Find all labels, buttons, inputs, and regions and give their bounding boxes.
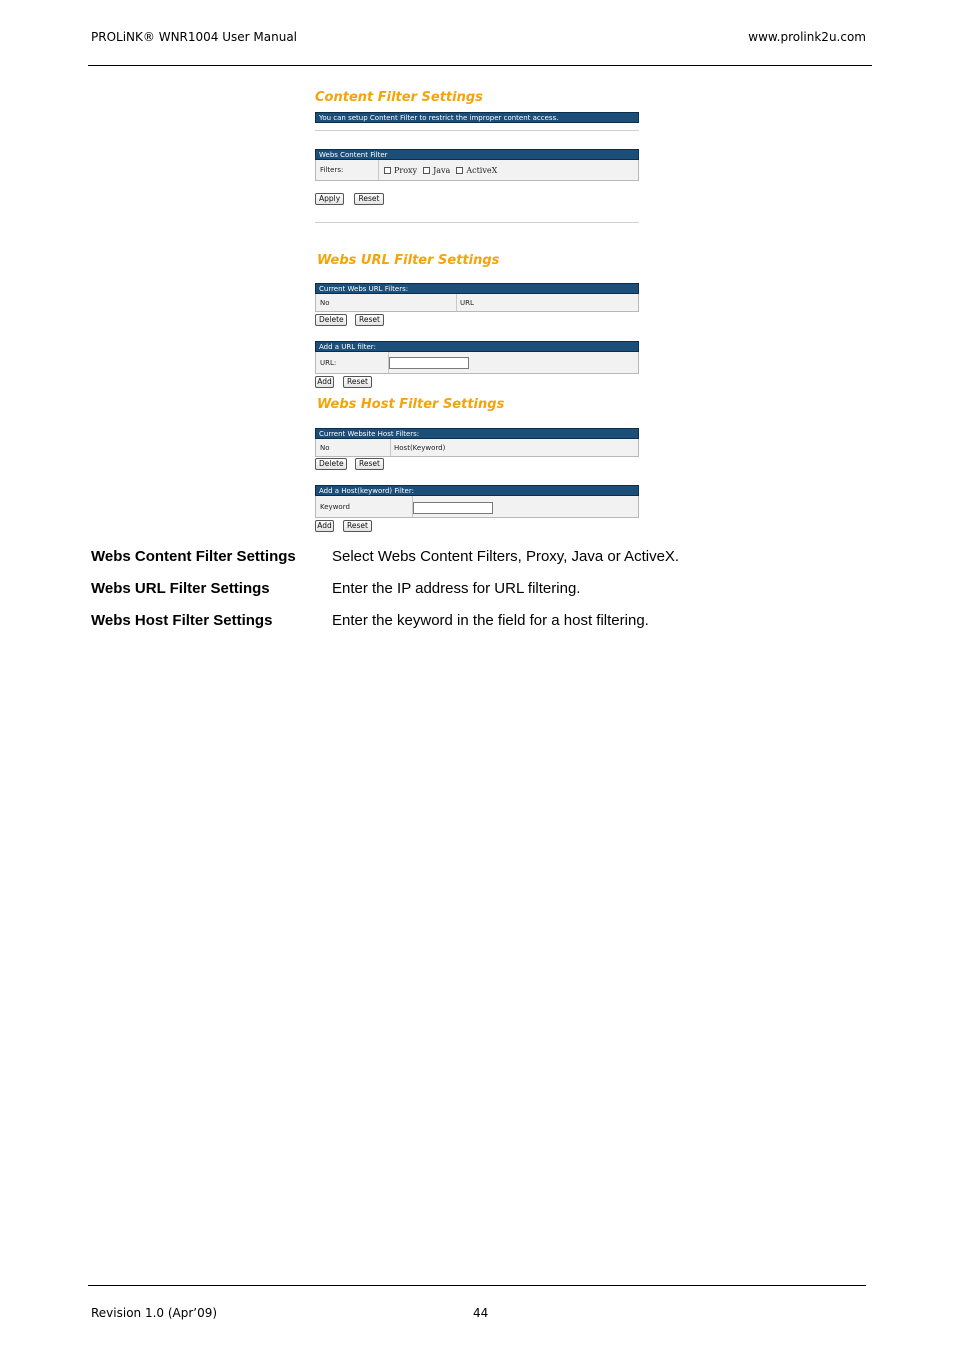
current-url-filters-bar: Current Webs URL Filters: [315,283,639,294]
url-delete-button[interactable]: Delete [315,314,347,326]
desc-term-host: Webs Host Filter Settings [91,612,273,629]
header-manual-title: PROLiNK® WNR1004 User Manual [91,30,298,44]
url-add-button[interactable]: Add [315,376,334,388]
footer-divider [88,1285,866,1286]
current-host-filters-bar: Current Website Host Filters: [315,428,639,439]
desc-def-content: Select Webs Content Filters, Proxy, Java or ActiveX. [332,548,680,565]
activex-label: ActiveX [466,165,498,175]
content-reset-button[interactable]: Reset [354,193,384,205]
host-add-button[interactable]: Add [315,520,334,532]
header-divider [88,65,872,66]
keyword-input[interactable] [413,502,493,514]
content-filter-title: Content Filter Settings [315,90,483,105]
url-label: URL: [320,358,337,367]
webs-content-filter-bar: Webs Content Filter [315,149,639,160]
host-reset-button[interactable]: Reset [355,458,384,470]
keyword-label: Keyword [320,502,350,511]
desc-term-content: Webs Content Filter Settings [91,548,296,565]
divider [315,130,639,131]
url-input[interactable] [389,357,469,369]
filters-label: Filters: [320,166,344,174]
url-add-reset-button[interactable]: Reset [343,376,372,388]
proxy-label: Proxy [394,165,418,175]
host-delete-button[interactable]: Delete [315,458,347,470]
url-filter-title: Webs URL Filter Settings [317,253,500,268]
url-input-row [315,352,639,374]
java-label: Java [433,165,451,175]
add-host-filter-bar: Add a Host(keyword) Filter: [315,485,639,496]
host-filter-title: Webs Host Filter Settings [317,397,505,412]
java-checkbox[interactable] [423,167,430,174]
divider [315,222,639,223]
footer-page-number: 44 [473,1306,489,1320]
desc-term-url: Webs URL Filter Settings [91,580,270,597]
proxy-checkbox[interactable] [384,167,391,174]
url-col-no: No [320,298,330,307]
desc-def-url: Enter the IP address for URL filtering. [332,580,581,597]
url-reset-button[interactable]: Reset [355,314,384,326]
desc-def-host: Enter the keyword in the field for a host filtering. [332,612,649,629]
url-filters-header-row [315,294,639,312]
header-website: www.prolink2u.com [748,30,866,44]
add-url-filter-bar: Add a URL filter: [315,341,639,352]
filters-row [315,160,639,181]
content-filter-intro-bar: You can setup Content Filter to restrict the improper content access. [315,112,639,123]
footer-revision: Revision 1.0 (Apr’09) [91,1306,218,1320]
apply-button[interactable]: Apply [315,193,344,205]
host-filters-header-row [315,439,639,457]
filters-options [378,160,497,180]
host-col-no: No [320,443,330,452]
host-add-reset-button[interactable]: Reset [343,520,372,532]
host-col-keyword: Host(Keyword) [394,443,446,452]
url-col-url: URL [460,298,474,307]
activex-checkbox[interactable] [456,167,463,174]
